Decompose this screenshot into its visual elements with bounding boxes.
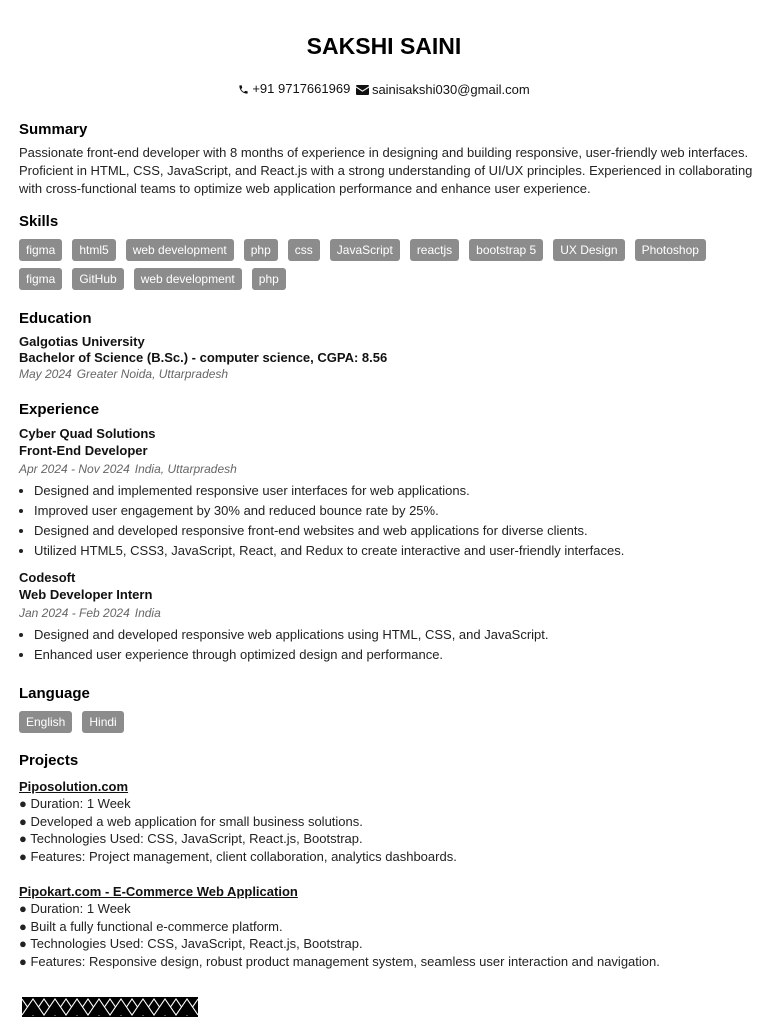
skill-tag: php (252, 268, 286, 290)
project-line: ● Technologies Used: CSS, JavaScript, React.js, Bootstrap. (19, 936, 363, 951)
education-meta (19, 366, 754, 382)
experience-entry (19, 569, 754, 665)
skills-heading: Skills (19, 213, 59, 230)
skill-tag: css (288, 239, 320, 261)
experience-bullets (19, 481, 754, 561)
skill-tag: UX Design (553, 239, 624, 261)
experience-bullet: • Enhanced user experience through optimized design and performance. (34, 645, 754, 665)
experience-bullet: • Designed and developed responsive front-end websites and web applications for diverse clients. (34, 521, 754, 541)
experience-entry (19, 425, 754, 561)
project-line: ● Built a fully functional e-commerce platform. (19, 918, 283, 934)
language-tag: English (19, 711, 72, 733)
experience-bullet: • Improved user engagement by 30% and reduced bounce rate by 25%. (34, 501, 754, 521)
skill-tag: html5 (72, 239, 115, 261)
experience-company: Codesoft (19, 570, 76, 585)
skills-tag-list (19, 239, 754, 297)
skill-tag: GitHub (72, 268, 123, 290)
redacted-signature (22, 997, 198, 1017)
language-tag-list (19, 711, 754, 740)
language-section (19, 685, 754, 740)
skill-tag: web development (134, 268, 242, 290)
skill-tag: web development (126, 239, 234, 261)
email-address: sainisakshi030@gmail.com (371, 81, 530, 97)
experience-location: India (134, 606, 161, 620)
summary-text: Passionate front-end developer with 8 months of experience in designing and building responsive, user-friendly web interfaces. Proficient in HTML, CSS, JavaScript, and React.js with a strong understanding of UI/UX principles. Experienced in collaborating with cross-functional teams to optimize web application performance and enhance user experience. (19, 145, 753, 196)
experience-role: Web Developer Intern (19, 587, 153, 602)
phone-contact[interactable] (238, 80, 350, 98)
summary-heading: Summary (19, 121, 88, 138)
experience-heading: Experience (19, 401, 100, 418)
summary-section (19, 121, 754, 198)
skill-tag: reactjs (410, 239, 459, 261)
project-title[interactable]: Piposolution.com (19, 779, 129, 794)
envelope-icon (356, 85, 369, 95)
project-line: ● Features: Project management, client collaboration, analytics dashboards. (19, 848, 457, 864)
experience-bullet: • Designed and developed responsive web applications using HTML, CSS, and JavaScript. (34, 625, 754, 645)
skill-tag: figma (19, 268, 62, 290)
candidate-name: SAKSHI SAINI (306, 33, 462, 59)
project-entry (19, 883, 754, 970)
project-line: ● Duration: 1 Week (19, 796, 131, 811)
skill-tag: JavaScript (330, 239, 400, 261)
project-line: ● Technologies Used: CSS, JavaScript, React.js, Bootstrap. (19, 831, 363, 846)
project-title[interactable]: Pipokart.com - E-Commerce Web Application (19, 884, 298, 899)
email-contact[interactable] (356, 81, 530, 99)
projects-heading: Projects (19, 752, 79, 769)
education-date: May 2024 (19, 367, 72, 381)
language-heading: Language (19, 685, 90, 702)
experience-company: Cyber Quad Solutions (19, 426, 156, 441)
skill-tag: php (244, 239, 278, 261)
education-school: Galgotias University (19, 334, 145, 349)
experience-role: Front-End Developer (19, 443, 148, 458)
project-line: ● Developed a web application for small business solutions. (19, 813, 363, 829)
experience-bullet: • Designed and implemented responsive user interfaces for web applications. (34, 481, 754, 501)
education-degree: Bachelor of Science (B.Sc.) - computer science, CGPA: 8.56 (19, 350, 388, 365)
experience-meta (19, 604, 754, 622)
skills-section (19, 213, 754, 297)
contact-line (0, 80, 768, 100)
phone-icon (238, 84, 249, 95)
experience-date: Apr 2024 - Nov 2024 (19, 462, 130, 476)
experience-date: Jan 2024 - Feb 2024 (19, 606, 130, 620)
education-location: Greater Noida, Uttarpradesh (76, 367, 229, 381)
projects-section (19, 752, 754, 970)
experience-bullets (19, 625, 754, 665)
experience-location: India, Uttarpradesh (134, 462, 237, 476)
language-tag: Hindi (82, 711, 123, 733)
skill-tag: figma (19, 239, 62, 261)
project-line: ● Features: Responsive design, robust product management system, seamless user interaction and navigation. (19, 953, 660, 969)
project-line: ● Duration: 1 Week (19, 901, 131, 916)
experience-bullet: • Utilized HTML5, CSS3, JavaScript, React, and Redux to create interactive and user-friendly interfaces. (34, 541, 754, 561)
education-heading: Education (19, 310, 92, 327)
education-section (19, 310, 754, 382)
project-entry (19, 778, 754, 865)
experience-section (19, 401, 754, 665)
skill-tag: Photoshop (635, 239, 706, 261)
skill-tag: bootstrap 5 (469, 239, 543, 261)
experience-meta (19, 460, 754, 478)
phone-number: +91 9717661969 (252, 81, 351, 96)
